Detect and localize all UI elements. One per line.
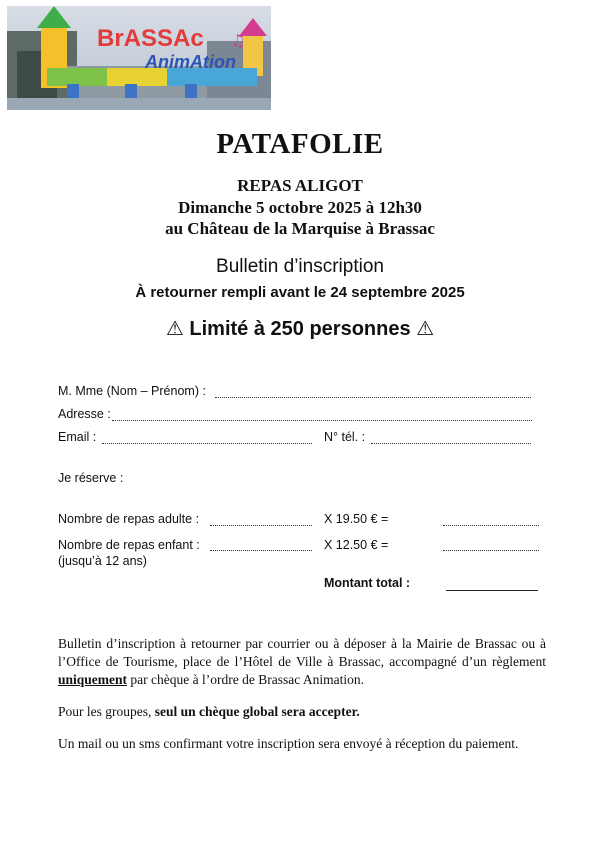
limit-text: Limité à 250 personnes bbox=[189, 318, 411, 340]
phone-field[interactable] bbox=[371, 443, 531, 444]
total-label: Montant total : bbox=[324, 576, 411, 590]
address-field[interactable] bbox=[112, 420, 532, 421]
email-label: Email : bbox=[58, 430, 97, 444]
warning-triangle-icon: ⚠ bbox=[165, 318, 184, 340]
event-place: au Château de la Marquise à Brassac bbox=[165, 219, 435, 238]
child-amount-field[interactable] bbox=[443, 550, 539, 551]
email-field[interactable] bbox=[102, 443, 312, 444]
address-label: Adresse : bbox=[58, 407, 111, 421]
child-meals-label: Nombre de repas enfant : bbox=[58, 538, 200, 552]
adult-price: X 19.50 € = bbox=[324, 512, 389, 526]
child-meals-field[interactable] bbox=[210, 550, 312, 551]
confirmation-paragraph: Un mail ou un sms confirmant votre inscription sera envoyé à réception du paiement. bbox=[58, 736, 519, 751]
event-name: REPAS ALIGOT bbox=[237, 176, 363, 195]
groups-paragraph bbox=[58, 703, 546, 721]
page-title: PATAFOLIE bbox=[216, 128, 384, 160]
instructions-text-end: par chèque à l’ordre de Brassac Animation. bbox=[127, 672, 364, 687]
adult-meals-field[interactable] bbox=[210, 525, 312, 526]
adult-amount-field[interactable] bbox=[443, 525, 539, 526]
child-age-note: (jusqu’à 12 ans) bbox=[58, 554, 147, 568]
logo-text-bottom: AnimAtion bbox=[145, 52, 236, 72]
name-field[interactable] bbox=[215, 397, 531, 398]
warning-triangle-icon: ⚠ bbox=[416, 318, 435, 340]
logo-text-top: BrASSAc bbox=[97, 25, 204, 52]
adult-meals-label: Nombre de repas adulte : bbox=[58, 512, 200, 526]
groups-text: Pour les groupes, bbox=[58, 704, 155, 719]
limit-notice bbox=[0, 316, 600, 341]
brassac-animation-logo bbox=[7, 6, 271, 110]
reserve-label: Je réserve : bbox=[58, 471, 124, 485]
instructions-paragraph bbox=[58, 635, 546, 689]
instructions-text-start: Bulletin d’inscription à retourner par courrier ou à déposer à la Mairie de Brassac ou à l’Office de Tourisme, place de l’Hôtel de Ville à Brassac, accompagné d’un règlement bbox=[58, 636, 546, 669]
svg-text:♫: ♫ bbox=[231, 31, 246, 50]
child-price: X 12.50 € = bbox=[324, 538, 389, 552]
phone-label: N° tél. : bbox=[324, 430, 366, 444]
groups-emphasis: seul un chèque global sera accepter. bbox=[154, 704, 360, 719]
event-date: Dimanche 5 octobre 2025 à 12h30 bbox=[178, 198, 422, 217]
deadline-text: À retourner rempli avant le 24 septembre 2025 bbox=[135, 284, 465, 301]
instructions-emphasis: uniquement bbox=[58, 672, 128, 687]
total-amount-field[interactable] bbox=[446, 590, 538, 591]
name-label: M. Mme (Nom – Prénom) : bbox=[58, 384, 206, 398]
form-title: Bulletin d’inscription bbox=[216, 256, 384, 277]
